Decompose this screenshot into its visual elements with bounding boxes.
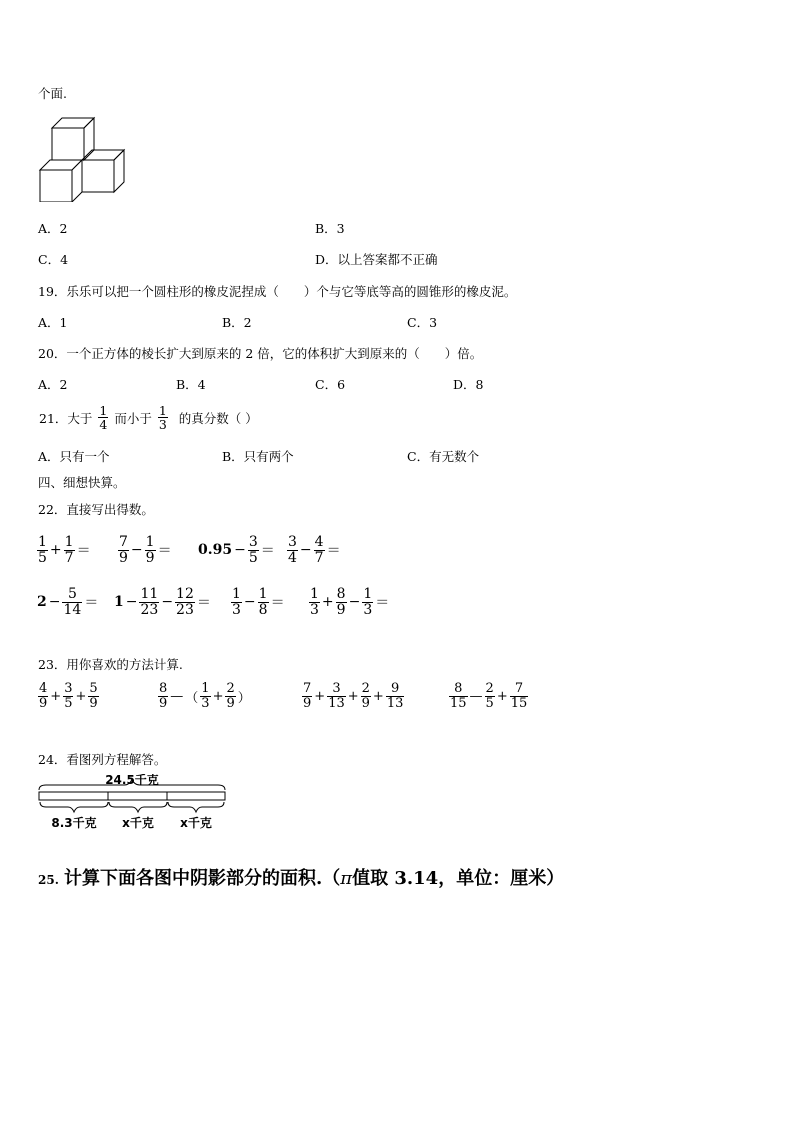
q18-option-a[interactable]: A．2: [38, 221, 68, 236]
q22-expr-2: $\frac{7}{9}$ − $\frac{1}{9}$ ＝: [119, 534, 172, 566]
q22-expr-8: $\frac{1}{3}$ + $\frac{8}{9}$ − $\frac{1}{3}$ ＝: [310, 586, 390, 618]
cube-right-front: [82, 160, 114, 192]
q23-expr-1: $\frac{4}{9}$ + $\frac{3}{5}$ + $\frac{5}{9}$: [39, 681, 98, 711]
q24-seg1-label: 8.3千克: [51, 816, 97, 830]
q21-fraction-lower: $\frac{1}{4}$: [99, 403, 108, 433]
q24-bar-diagram: [36, 774, 228, 832]
q24-brace-1: [40, 802, 108, 812]
cube-top-top: [52, 118, 94, 128]
q25-text-2: 值取 3.14，单位：厘米）: [352, 868, 565, 889]
q18-option-b[interactable]: B．3: [315, 221, 345, 236]
cube-left-front: [40, 170, 72, 202]
q21-option-b[interactable]: B．只有两个: [222, 449, 294, 464]
q25-heading: [38, 864, 564, 890]
q22-title: 22．直接写出得数。: [38, 502, 154, 517]
q24-bar: [39, 792, 225, 800]
q19-option-a[interactable]: A．1: [38, 315, 68, 330]
q20-option-d[interactable]: D．8: [453, 377, 484, 392]
q23-expr-2: $\frac{8}{9}$ — （ $\frac{1}{3}$ + $\frac{2}{9}$ ）: [159, 681, 251, 711]
q19-text: 19．乐乐可以把一个圆柱形的橡皮泥捏成（ ）个与它等底等高的圆锥形的橡皮泥。: [38, 284, 517, 299]
q21-prefix: 21．大于: [39, 410, 93, 426]
q19-option-b[interactable]: B．2: [222, 315, 252, 330]
q18-tail: 个面.: [38, 86, 67, 101]
q24-seg2-label: x千克: [122, 816, 154, 830]
q21-option-a[interactable]: A．只有一个: [38, 449, 110, 464]
q24-brace-2: [109, 802, 167, 812]
q23-expr-4: $\frac{8}{15}$ — $\frac{2}{5}$ + $\frac{7}{15}$: [450, 681, 528, 711]
q22-expr-3: 0.95 − $\frac{3}{5}$ ＝: [198, 534, 275, 566]
q22-expr-6: 1 − $\frac{11}{23}$ − $\frac{12}{23}$ ＝: [114, 586, 211, 618]
q24-seg3-label: x千克: [180, 816, 212, 830]
q22-expr-7: $\frac{1}{3}$ − $\frac{1}{8}$ ＝: [232, 586, 285, 618]
cube-right-side: [114, 150, 124, 192]
q22-expr-1: $\frac{1}{5}$ + $\frac{1}{7}$ ＝: [38, 534, 91, 566]
q20-option-c[interactable]: C．6: [315, 377, 346, 392]
q21-fraction-upper: $\frac{1}{3}$: [158, 403, 167, 433]
q23-expr-3: $\frac{7}{9}$ + $\frac{3}{13}$ + $\frac{2}{9}$ + $\frac{9}{13}$: [303, 681, 404, 711]
q20-option-a[interactable]: A．2: [38, 377, 68, 392]
q19-option-c[interactable]: C．3: [407, 315, 438, 330]
q25-text: 计算下面各图中阴影部分的面积.（: [63, 868, 341, 889]
q22-expr-5: 2 − $\frac{5}{14}$ ＝: [37, 586, 99, 618]
q21-mid: 而小于: [114, 410, 152, 426]
q24-total-label: 24.5千克: [105, 774, 159, 787]
cube-top-front: [52, 128, 84, 160]
q23-title: 23．用你喜欢的方法计算.: [38, 657, 183, 672]
q20-text: 20．一个正方体的棱长扩大到原来的 2 倍，它的体积扩大到原来的（ ）倍。: [38, 346, 483, 361]
q21-option-c[interactable]: C．有无数个: [407, 449, 480, 464]
q21-text: [38, 404, 259, 431]
q22-expr-4: $\frac{3}{4}$ − $\frac{4}{7}$ ＝: [288, 534, 341, 566]
q24-title: 24．看图列方程解答。: [38, 752, 167, 767]
q25-number: 25.: [38, 873, 59, 887]
q18-option-c[interactable]: C．4: [38, 252, 69, 267]
cube-figure: [38, 116, 128, 202]
q24-brace-3: [168, 802, 224, 812]
q18-option-d[interactable]: D．以上答案都不正确: [315, 252, 438, 267]
q25-pi: π: [340, 868, 353, 889]
q20-option-b[interactable]: B．4: [176, 377, 206, 392]
q21-suffix: 的真分数（ ）: [178, 410, 258, 426]
section-4-heading: 四、细想快算。: [38, 475, 126, 490]
